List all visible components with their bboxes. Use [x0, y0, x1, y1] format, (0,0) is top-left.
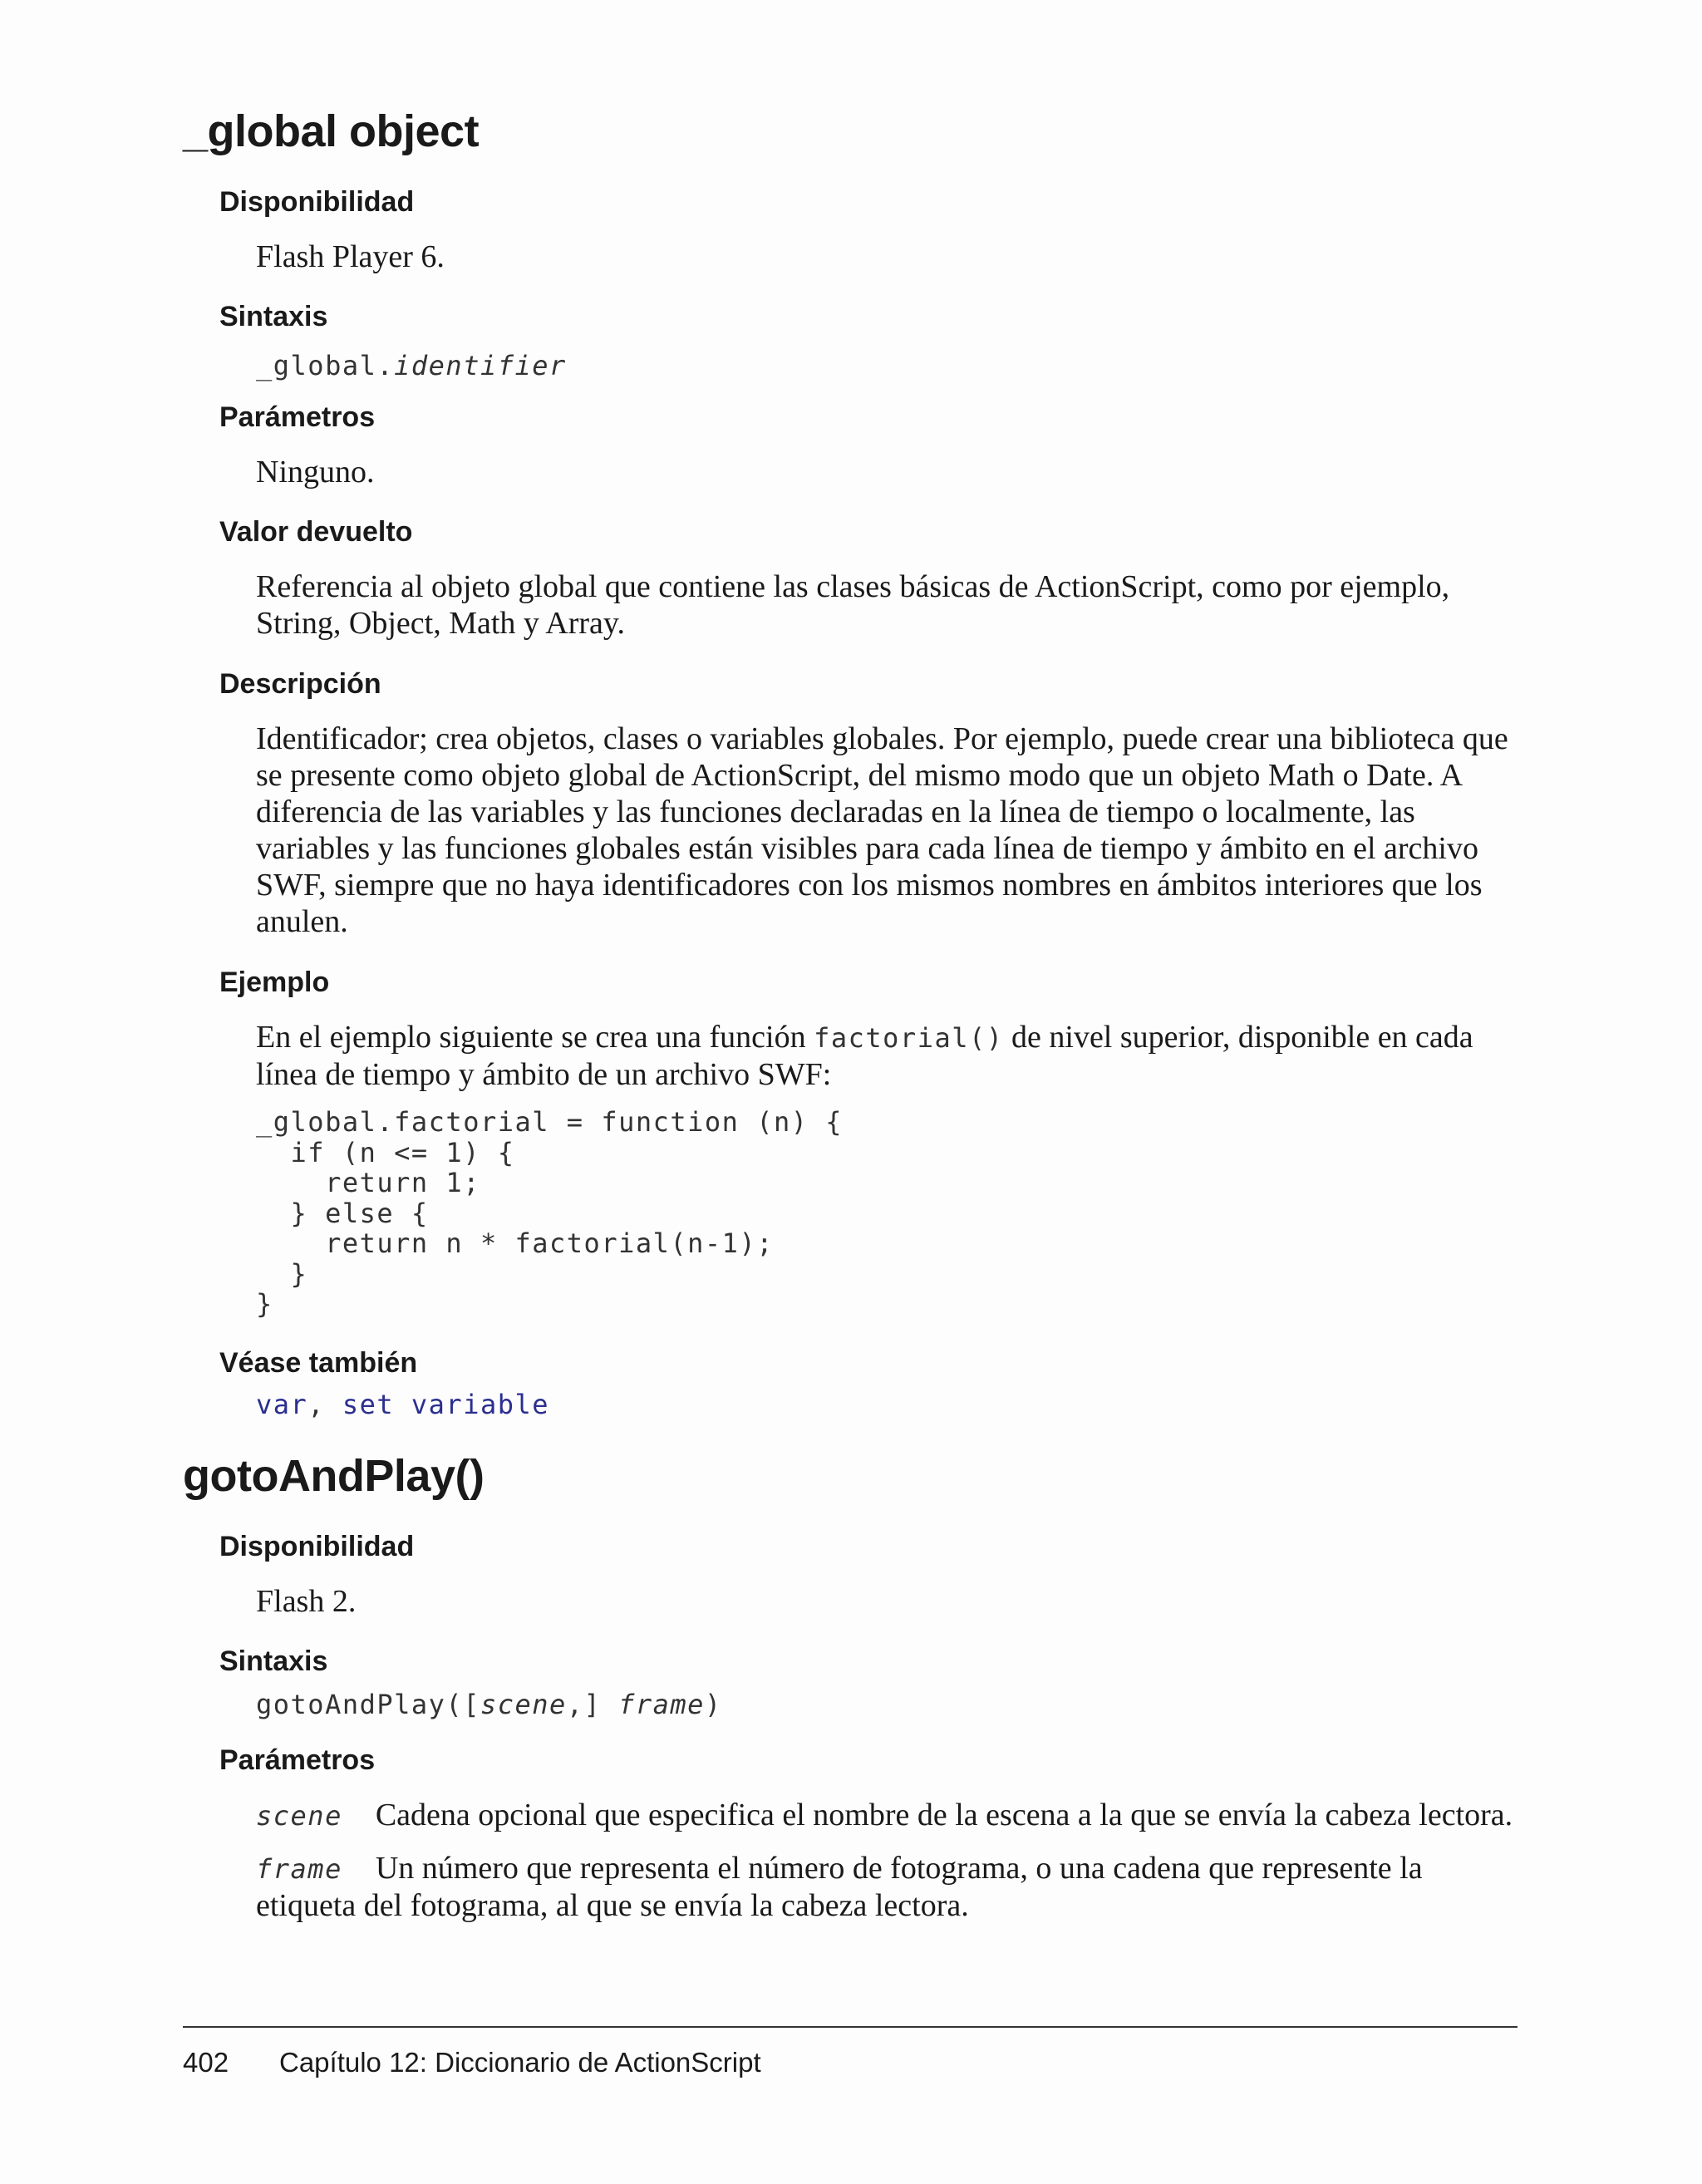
availability-text-2: Flash 2. [256, 1584, 357, 1619]
see-also-separator: , [307, 1389, 342, 1420]
syntax-c: ) [704, 1689, 722, 1720]
heading-syntax-2: Sintaxis [219, 1645, 328, 1677]
page-number: 402 [183, 2047, 229, 2078]
link-set-variable[interactable]: set variable [342, 1389, 550, 1420]
syntax-param: identifier [394, 350, 567, 381]
param-scene-name: scene [256, 1800, 342, 1832]
heading-description: Descripción [219, 668, 381, 700]
footer-divider [183, 2026, 1518, 2028]
parameters-text: Ninguno. [256, 455, 375, 489]
param-scene [256, 1797, 1519, 1834]
syntax-frame: frame [618, 1689, 705, 1720]
syntax-text [256, 349, 1519, 382]
heading-parameters: Parámetros [219, 401, 376, 433]
param-scene-desc: Cadena opcional que especifica el nombre de la escena a la que se envía la cabeza lectora. [375, 1798, 1513, 1832]
param-frame [256, 1850, 1519, 1924]
heading-parameters-2: Parámetros [219, 1744, 376, 1776]
link-var[interactable]: var [256, 1389, 308, 1420]
syntax-prefix: _global. [256, 350, 395, 381]
heading-availability: Disponibilidad [219, 186, 415, 218]
heading-syntax: Sintaxis [219, 301, 328, 332]
section-title-global: _global object [183, 106, 480, 156]
syntax-text-2 [256, 1688, 1519, 1721]
param-frame-desc: Un número que representa el número de fotograma, o una cadena que represente la etiqueta del fotograma, al que se envía la cabeza lectora. [256, 1851, 1423, 1923]
availability-text: Flash Player 6. [256, 239, 445, 274]
example-intro-after: de nivel superior, disponible en cada línea de tiempo y ámbito de un archivo SWF: [256, 1020, 1473, 1092]
heading-example: Ejemplo [219, 967, 330, 998]
example-code-block: _global.factorial = function (n) { if (n <= 1) { return 1; } else { return n * factorial(n-1); } } [256, 1106, 844, 1320]
see-also-links [256, 1388, 1519, 1421]
example-intro-code: factorial() [814, 1022, 1004, 1054]
syntax-a: gotoAndPlay([ [256, 1689, 480, 1720]
heading-availability-2: Disponibilidad [219, 1531, 415, 1562]
example-intro [256, 1019, 1519, 1093]
heading-return-value: Valor devuelto [219, 516, 413, 548]
syntax-b: ,] [566, 1689, 619, 1720]
description-text: Identificador; crea objetos, clases o variables globales. Por ejemplo, puede crear una biblioteca que se presente como objeto global de ActionScript, del mismo modo que un objeto Math o Date. A diferencia de las variables y las funciones declaradas en la línea de tiempo o localmente, las variables y las funciones globales están visibles para cada línea de tiempo y ámbito en el archivo SWF, siempre que no haya identificadores con los mismos nombres en ámbitos interiores que los anulen. [256, 721, 1508, 939]
section-title-gotoandplay: gotoAndPlay() [183, 1451, 485, 1501]
example-intro-before: En el ejemplo siguiente se crea una función [256, 1020, 814, 1055]
return-value-text: Referencia al objeto global que contiene las clases básicas de ActionScript, como por ejemplo, String, Object, Math y Array. [256, 569, 1450, 641]
param-frame-name: frame [256, 1853, 342, 1885]
chapter-title: Capítulo 12: Diccionario de ActionScript [279, 2047, 761, 2078]
syntax-scene: scene [480, 1689, 567, 1720]
heading-see-also: Véase también [219, 1347, 418, 1379]
